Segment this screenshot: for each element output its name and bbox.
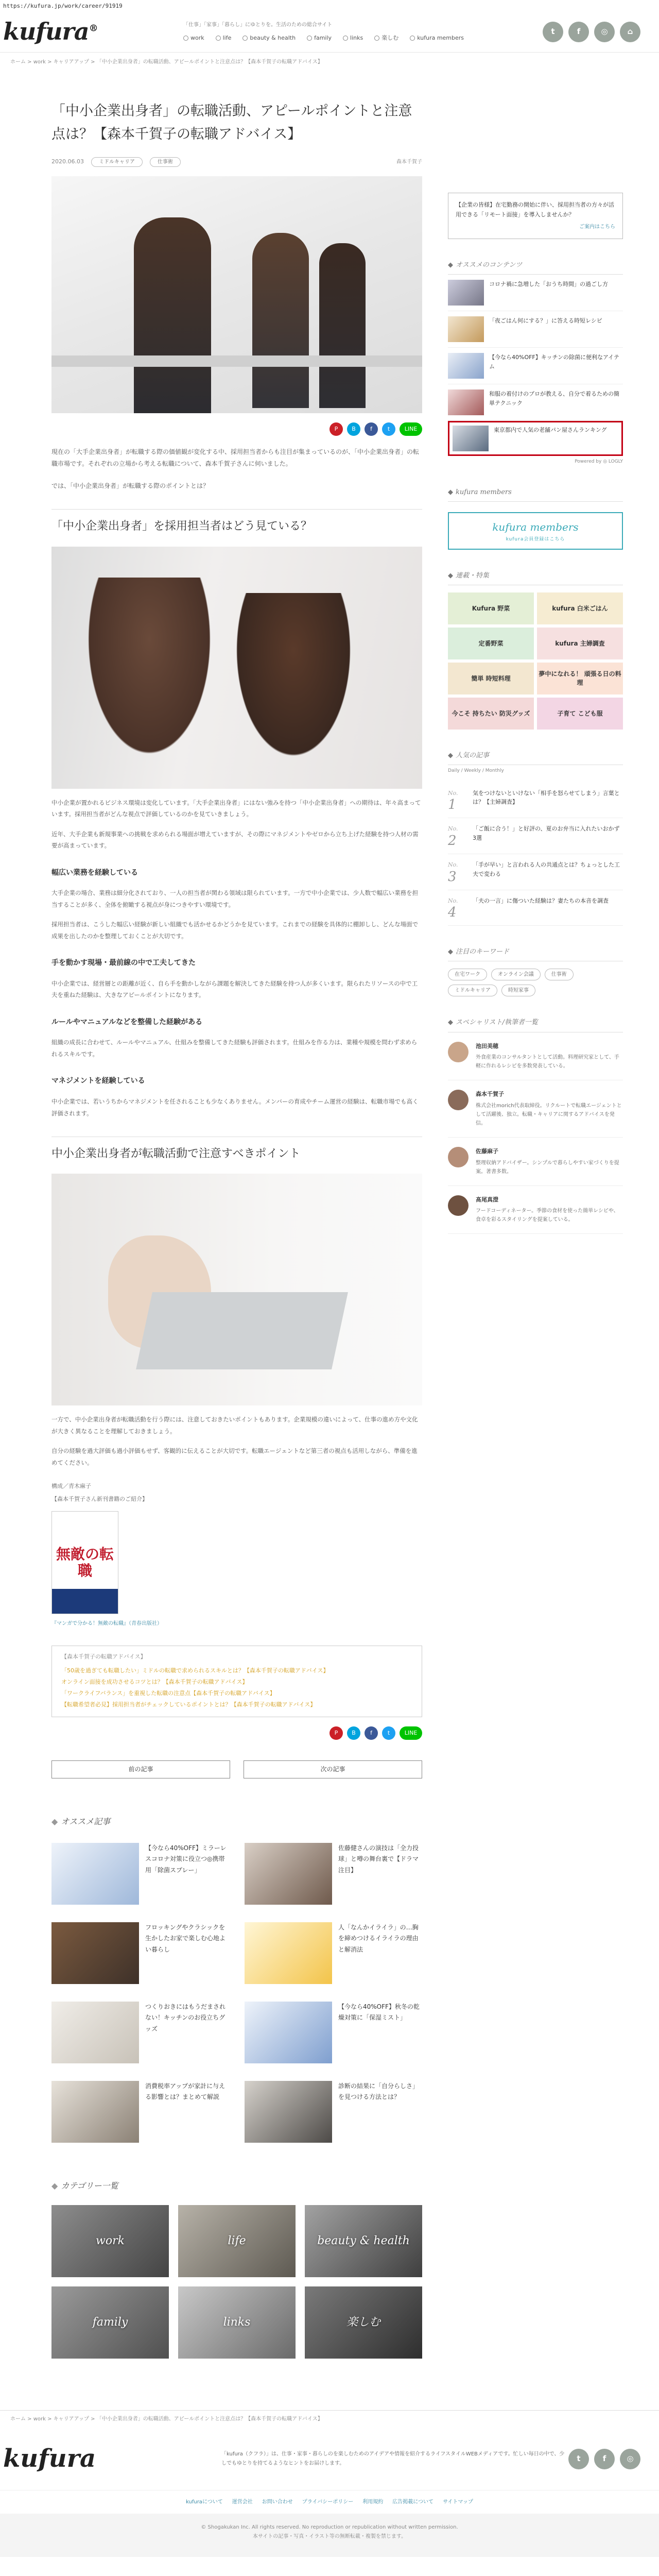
footer-link[interactable]: kufuraについて <box>186 2499 223 2505</box>
category-beauty-health[interactable]: beauty & health <box>305 2205 422 2277</box>
next-article-button[interactable]: 次の記事 <box>244 1760 422 1778</box>
article-meta <box>51 157 422 167</box>
article-title: 「中小企業出身者」の転職活動、アピールポイントと注意点は？【森本千賀子の転職アドバイス】 <box>51 103 412 142</box>
life-icon <box>216 36 221 41</box>
footer-breadcrumb[interactable]: ホーム > work > キャリアアップ > 「中小企業出身者」の転職活動、アピールポイントと注意点は？【森本千賀子の転職アドバイス】 <box>10 2416 323 2422</box>
ranking-item[interactable]: No. 3 「手が早い」と言われる人の共通点とは？ちょっとした工夫で変わる <box>448 854 623 890</box>
nav-family[interactable]: family <box>307 33 332 43</box>
footer-sns <box>568 2449 656 2469</box>
members-heading: ◆ kufura members <box>448 487 623 502</box>
facebook-share-icon[interactable]: f <box>365 422 378 436</box>
nav-work[interactable]: work <box>183 33 204 43</box>
nav-members[interactable]: kufura members <box>410 33 464 43</box>
hero-image <box>51 176 422 413</box>
nav-enjoy[interactable]: 楽しむ <box>374 33 398 43</box>
header-center <box>152 21 543 43</box>
sub-heading: マネジメントを経験している <box>51 1077 145 1086</box>
article-photo-laptop <box>51 1174 422 1405</box>
home-icon[interactable]: ⌂ <box>620 22 640 42</box>
specialist-list <box>448 1032 623 1234</box>
breadcrumb[interactable]: ホーム > work > キャリアアップ > 「中小企業出身者」の転職活動、アピールポイントと注意点は？【森本千賀子の転職アドバイス】 <box>10 59 323 65</box>
recommend-item[interactable]: 佐藤健さんの演技は「全力投球」と噂の舞台裏で【ドラマ注目】 <box>245 1843 422 1905</box>
feature-banner[interactable]: 夢中になれる！ 頑張る日の料理 <box>537 663 623 694</box>
tagline: 「仕事」「家事」「暮らし」にゆとりを。生活のための総合サイト <box>183 22 333 28</box>
content-wrap <box>0 71 659 2359</box>
instagram-icon[interactable]: ◎ <box>594 22 615 42</box>
prev-article-button[interactable]: 前の記事 <box>51 1760 230 1778</box>
members-title: kufura members <box>492 520 579 533</box>
line-share-icon[interactable]: LINE <box>400 1726 422 1740</box>
notice-link[interactable]: ご案内はこちら <box>579 224 615 230</box>
instagram-icon[interactable]: ◎ <box>620 2449 640 2469</box>
keyword-heading: ◆ 注目のキーワード <box>448 946 623 961</box>
avatar <box>448 1090 469 1110</box>
recommend-heading: ◆ オススメ記事 <box>51 1816 111 1826</box>
paragraph: 採用担当者は、こうした幅広い経験が新しい組織でも活かせるかどうかを見ています。これまでの経験を具体的に棚卸しし、どんな場面で成果を出したのかを整理しておくことが大切です。 <box>51 921 419 940</box>
category-work[interactable]: work <box>51 2205 169 2277</box>
paragraph: 近年、大手企業も新規事業への挑戦を求められる場面が増えていますが、その際にマネジメントやゼロから立ち上げた経験を持つ人材の需要が高まっています。 <box>51 830 419 850</box>
twitter-share-icon[interactable]: t <box>382 1726 395 1740</box>
related-link[interactable]: 【転職希望者必見】採用担当者がチェックしているポイントとは？【森本千賀子の転職アドバイス】 <box>61 1701 316 1708</box>
publish-date: 2020.06.03 <box>51 158 84 165</box>
paragraph: 大手企業の場合、業務は細分化されており、一人の担当者が関わる領域は限られています。一方で中小企業では、少人数で幅広い業務を担当することが多く、全体を俯瞰する視点が身につきやすい環境です。 <box>51 889 419 908</box>
keyword-tag[interactable]: 時短家事 <box>501 985 535 996</box>
twitter-share-icon[interactable]: t <box>382 422 395 436</box>
section-heading-1: 「中小企業出身者」を採用担当者はどう見ている？ <box>51 509 422 536</box>
section-heading-2: 中小企業出身者が転職活動で注意すべきポイント <box>51 1137 422 1163</box>
recommend-item[interactable]: フロッキングやクラシックを生かしたお家で楽しむ心地よい暮らし <box>51 1922 229 1984</box>
keyword-tags <box>448 969 623 996</box>
book-caption-link[interactable]: 『マンガで分かる！無敵の転職』（青春出版社） <box>51 1621 162 1627</box>
facebook-share-icon[interactable]: f <box>365 1726 378 1740</box>
category-enjoy[interactable]: 楽しむ <box>305 2286 422 2359</box>
footer-description: 「kufura（クフラ）」は、仕事・家事・暮らしのを楽しむためのアイデアや情報を紹介するライフスタイルWEBメディアです。忙しい毎日の中で、少しでもゆとりを持てるようなヒントをお届けします。 <box>221 2451 565 2466</box>
footer-main <box>0 2428 659 2491</box>
recommend-item[interactable]: 【今なら40%OFF】ミラーレスコロナ対策に役立つ◎携帯用「除菌スプレー」 <box>51 1843 229 1905</box>
category-links[interactable]: links <box>178 2286 296 2359</box>
footer-link[interactable]: 利用規約 <box>362 2499 384 2505</box>
facebook-icon[interactable]: f <box>594 2449 615 2469</box>
recommend-item[interactable]: 診断の結果に「自分らしさ」を見つける方法とは？ <box>245 2081 422 2143</box>
paragraph: 自分の経験を過大評価も過小評価もせず、客観的に伝えることが大切です。転職エージェントなど第三者の視点も活用しながら、準備を進めてください。 <box>51 1447 418 1466</box>
footer-link[interactable]: サイトマップ <box>443 2499 473 2505</box>
recommend-item[interactable]: 【今なら40%OFF】秋冬の乾燥対策に「保湿ミスト」 <box>245 2002 422 2063</box>
writer-name[interactable]: 森本千賀子 <box>396 159 422 165</box>
sidebar-recommend-item[interactable]: 和服の着付けのプロが教える、自分で着るための簡単テクニック <box>448 384 623 421</box>
pinterest-icon[interactable]: P <box>330 1726 343 1740</box>
recommend-grid <box>51 1843 422 2143</box>
site-logo[interactable]: kufura® <box>3 18 98 46</box>
ranking-item[interactable]: No. 1 気をつけないといけない「相手を怒らせてしまう」言葉とは？【主婦調査】 <box>448 783 623 819</box>
category-grid <box>51 2205 422 2359</box>
sidebar <box>448 71 623 2359</box>
related-title: 【森本千賀子の転職アドバイス】 <box>61 1653 146 1660</box>
ranking-item[interactable]: No. 2 「ご飯に合う！」と好評の、夏のお弁当に入れたいおかず3選 <box>448 818 623 854</box>
ranking-item[interactable]: No. 4 「夫の一言」に傷ついた経験は？妻たちの本音を調査 <box>448 890 623 926</box>
footer-link[interactable]: お問い合わせ <box>262 2499 293 2505</box>
sidebar-recommend-item-highlighted[interactable]: 東京都内で人気の老舗パン屋さんランキング <box>448 421 623 456</box>
avatar <box>448 1042 469 1062</box>
links-icon <box>343 36 348 41</box>
book-title: 無敵の転職 <box>56 1546 114 1580</box>
ranking-list <box>448 783 623 926</box>
facebook-icon[interactable]: f <box>568 22 589 42</box>
paragraph: 中小企業が置かれるビジネス環境は変化しています。「大手企業出身者」にはない強みを持つ「中小企業出身者」への期待は、年々高まっています。採用担当者がどんな視点で評価しているのかを見ていきましょう。 <box>51 799 421 818</box>
tag-work-skill[interactable]: 仕事術 <box>150 157 181 167</box>
recommend-item[interactable]: 人「なんかイライラ」の…胸を締めつけるイライラの理由と解消法 <box>245 1922 422 1984</box>
nav-beauty-health[interactable]: beauty & health <box>242 33 296 43</box>
powered-by-label: Powered by ◎ LOGLY <box>575 459 623 465</box>
book-cover[interactable] <box>51 1511 118 1614</box>
header-sns <box>543 22 656 42</box>
site-header <box>0 11 659 53</box>
article-photo-women <box>51 547 422 789</box>
sidebar-recommend-heading: ◆ オススメのコンテンツ <box>448 260 623 275</box>
feature-banner[interactable]: 子育て こども服 <box>537 698 623 730</box>
family-icon <box>307 36 312 41</box>
beauty-icon <box>242 36 248 41</box>
work-icon <box>183 36 188 41</box>
paragraph: 組織の成長に合わせて、ルールやマニュアル、仕組みを整備してきた経験も評価されます。仕組みを作る力は、業種や規模を問わず求められるスキルです。 <box>51 1039 418 1058</box>
members-banner[interactable] <box>448 512 623 550</box>
members-icon <box>410 36 415 41</box>
writer-credit: 構成／青木麻子 <box>51 1483 91 1490</box>
keyword-tag[interactable]: オンライン会議 <box>491 969 541 980</box>
ranking-period-tabs[interactable]: Daily / Weekly / Monthly <box>448 768 504 774</box>
share-buttons-bottom <box>51 1726 422 1740</box>
paragraph: 中小企業では、若いうちからマネジメントを任されることも少なくありません。メンバーの育成やチーム運営の経験は、転職市場でも高く評価されます。 <box>51 1098 419 1117</box>
nav-life[interactable]: life <box>216 33 232 43</box>
site-footer <box>0 2410 659 2557</box>
footer-link[interactable]: 運営会社 <box>232 2499 253 2505</box>
feature-banner[interactable]: Kufura 野菜 <box>448 592 534 624</box>
specialist-heading: ◆ スペシャリスト/執筆者一覧 <box>448 1017 623 1032</box>
hatena-icon[interactable]: B <box>347 1726 360 1740</box>
sidebar-recommend-list <box>448 275 623 456</box>
category-heading: ◆ カテゴリー一覧 <box>51 2180 118 2191</box>
members-sub: kufura会員登録はこちら <box>506 536 565 542</box>
footer-links <box>0 2490 659 2514</box>
sidebar-notice: 【企業の皆様】在宅勤務の開始に伴い、採用担当者の方々が活用できる「リモート面接」を導入しませんか？ ご案内はこちら <box>448 193 623 239</box>
sidebar-recommend-item[interactable]: コロナ禍に急増した「おうち時間」の過ごし方 <box>448 275 623 311</box>
feature-banner[interactable]: 簡単 時短料理 <box>448 663 534 694</box>
twitter-icon[interactable]: t <box>568 2449 589 2469</box>
tag-middle-career[interactable]: ミドルキャリア <box>91 157 143 167</box>
sub-heading: ルールやマニュアルなどを整備した経験がある <box>51 1018 203 1026</box>
category-life[interactable]: life <box>178 2205 296 2277</box>
footer-logo[interactable]: kufura <box>3 2444 96 2473</box>
article-pager <box>51 1760 422 1778</box>
feature-banners <box>448 592 623 730</box>
recommend-item[interactable]: 消費税率アップが家計に与える影響とは？まとめて解説 <box>51 2081 229 2143</box>
specialist-item[interactable]: 森本千賀子 株式会社morich代表取締役。リクルートで転職エージェントとして活躍後、独立。転職・キャリアに関するアドバイスを発信。 <box>448 1080 623 1138</box>
hatena-icon[interactable]: B <box>347 422 360 436</box>
feature-banner[interactable]: 定番野菜 <box>448 628 534 659</box>
footer-link[interactable]: 広告掲載について <box>392 2499 434 2505</box>
main-column <box>51 71 422 2359</box>
feature-heading: ◆ 連載・特集 <box>448 570 623 585</box>
copyright: © Shogakukan Inc. All rights reserved. No reproduction or republication without written permission. 本サイトの記事・写真・イラスト等の無断転載・複製を禁じます。 <box>0 2514 659 2557</box>
keyword-tag[interactable]: 仕事術 <box>545 969 574 980</box>
global-nav <box>183 33 543 43</box>
specialist-item[interactable]: 池田美穂 外食産業のコンサルタントとして活動。料理研究家として、手軽に作れるレシピを多数発表している。 <box>448 1032 623 1081</box>
twitter-icon[interactable]: t <box>543 22 563 42</box>
avatar <box>448 1147 469 1167</box>
article-lead-2: では、「中小企業出身者」が転職する際のポイントとは？ <box>51 482 210 489</box>
feature-banner[interactable]: 今こそ 持ちたい 防災グッズ <box>448 698 534 730</box>
related-link[interactable]: オンライン面接を成功させるコツとは？【森本千賀子の転職アドバイス】 <box>61 1679 248 1686</box>
share-buttons <box>51 422 422 436</box>
avatar <box>448 1195 469 1216</box>
category-family[interactable]: family <box>51 2286 169 2359</box>
feature-banner[interactable]: kufura 主婦調査 <box>537 628 623 659</box>
related-articles-box <box>51 1646 422 1717</box>
url-bar[interactable]: https://kufura.jp/work/career/91919 <box>3 3 123 9</box>
sidebar-recommend-item[interactable]: 【今なら40%OFF】キッチンの除菌に便利なアイテム <box>448 348 623 384</box>
recommend-item[interactable]: つくりおきにはもうだまされない！キッチンのお役立ちグッズ <box>51 2002 229 2063</box>
sub-heading: 幅広い業務を経験している <box>51 868 138 877</box>
sidebar-recommend-item[interactable]: 「夜ごはん何にする？」に答える時短レシピ <box>448 311 623 348</box>
keyword-tag[interactable]: ミドルキャリア <box>448 985 497 996</box>
ranking-heading: ◆ 人気の記事 <box>448 750 623 765</box>
sub-heading: 手を動かす現場・最前線の中で工夫してきた <box>51 959 196 968</box>
specialist-item[interactable]: 佐藤麻子 整理収納アドバイザー。シンプルで暮らしやすい家づくりを提案。著書多数。 <box>448 1138 623 1186</box>
related-link[interactable]: 「ワークライフバランス」を重視した転職の注意点【森本千賀子の転職アドバイス】 <box>61 1690 275 1697</box>
paragraph: 一方で、中小企業出身者が転職活動を行う際には、注意しておきたいポイントもあります。企業規模の違いによって、仕事の進め方や文化が大きく異なることを理解しておきましょう。 <box>51 1416 418 1435</box>
nav-links[interactable]: links <box>343 33 363 43</box>
line-share-icon[interactable]: LINE <box>400 422 422 436</box>
footer-link[interactable]: プライバシーポリシー <box>302 2499 354 2505</box>
paragraph: 中小企業では、経営層との距離が近く、自ら手を動かしながら課題を解決してきた経験を持つ人が多くいます。限られたリソースの中で工夫を重ねた経験は、大きなアピールポイントになります。 <box>51 979 418 999</box>
keyword-tag[interactable]: 在宅ワーク <box>448 969 487 980</box>
enjoy-icon <box>374 36 379 41</box>
related-link[interactable]: 「50歳を過ぎても転職したい」ミドルの転職で求められるスキルとは？【森本千賀子の転職アドバイス】 <box>61 1667 329 1674</box>
pinterest-icon[interactable]: P <box>330 422 343 436</box>
feature-banner[interactable]: kufura 白米ごはん <box>537 592 623 624</box>
article-lead: 現在の「大手企業出身者」が転職する際の価値観が変化する中、採用担当者からも注目が集まっているのが、「中小企業出身者」の転職市場です。それぞれの立場から考える転職について、森本千賀子さんに伺いました。 <box>51 448 420 467</box>
book-label: 【森本千賀子さん新刊書籍のご紹介】 <box>51 1495 148 1502</box>
specialist-item[interactable]: 髙尾真澄 フードコーディネーター。季節の食材を使った簡単レシピや、食卓を彩るスタイリングを提案している。 <box>448 1186 623 1234</box>
